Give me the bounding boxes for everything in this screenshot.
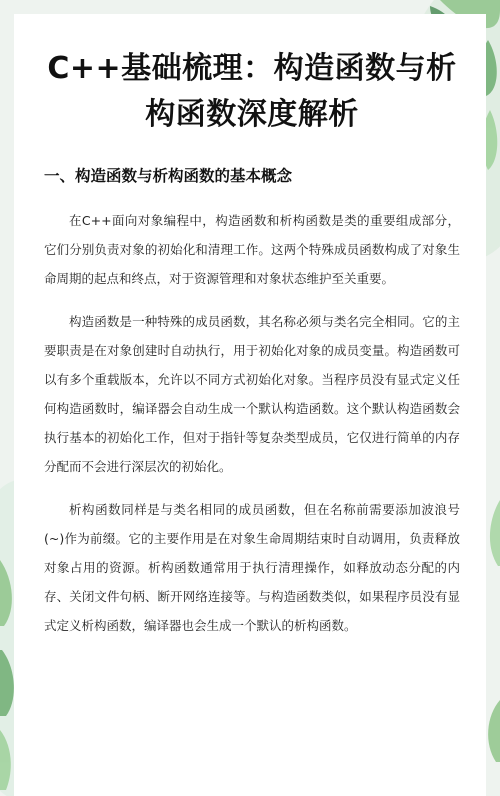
paragraph-constructor: 构造函数是一种特殊的成员函数，其名称必须与类名完全相同。它的主要职责是在对象创建时自动执行，用于初始化对象的成员变量。构造函数可以有多个重载版本，允许以不同方式初始化对象。当程序员没有显式定义任何构造函数时，编译器会自动生成一个默认构造函数。这个默认构造函数会执行基本的初始化工作，但对于指针等复杂类型成员，它仅进行简单的内存分配而不会进行深层次的初始化。 — [44, 314, 460, 474]
paragraph-destructor: 析构函数同样是与类名相同的成员函数，但在名称前需要添加波浪号(~)作为前缀。它的主要作用是在对象生命周期结束时自动调用，负责释放对象占用的资源。析构函数通常用于执行清理操作，如释放动态分配的内存、关闭文件句柄、断开网络连接等。与构造函数类似，如果程序员没有显式定义析构函数，编译器也会生成一个默认的析构函数。 — [44, 502, 460, 633]
paragraph-intro: 在C++面向对象编程中，构造函数和析构函数是类的重要组成部分，它们分别负责对象的初始化和清理工作。这两个特殊成员函数构成了对象生命周期的起点和终点，对于资源管理和对象状态维护至关重要。 — [44, 213, 460, 286]
section-heading: 一、构造函数与析构函数的基本概念 — [44, 167, 293, 185]
article-card — [14, 14, 486, 796]
page-title: C++基础梳理：构造函数与析构函数深度解析 — [47, 51, 457, 132]
